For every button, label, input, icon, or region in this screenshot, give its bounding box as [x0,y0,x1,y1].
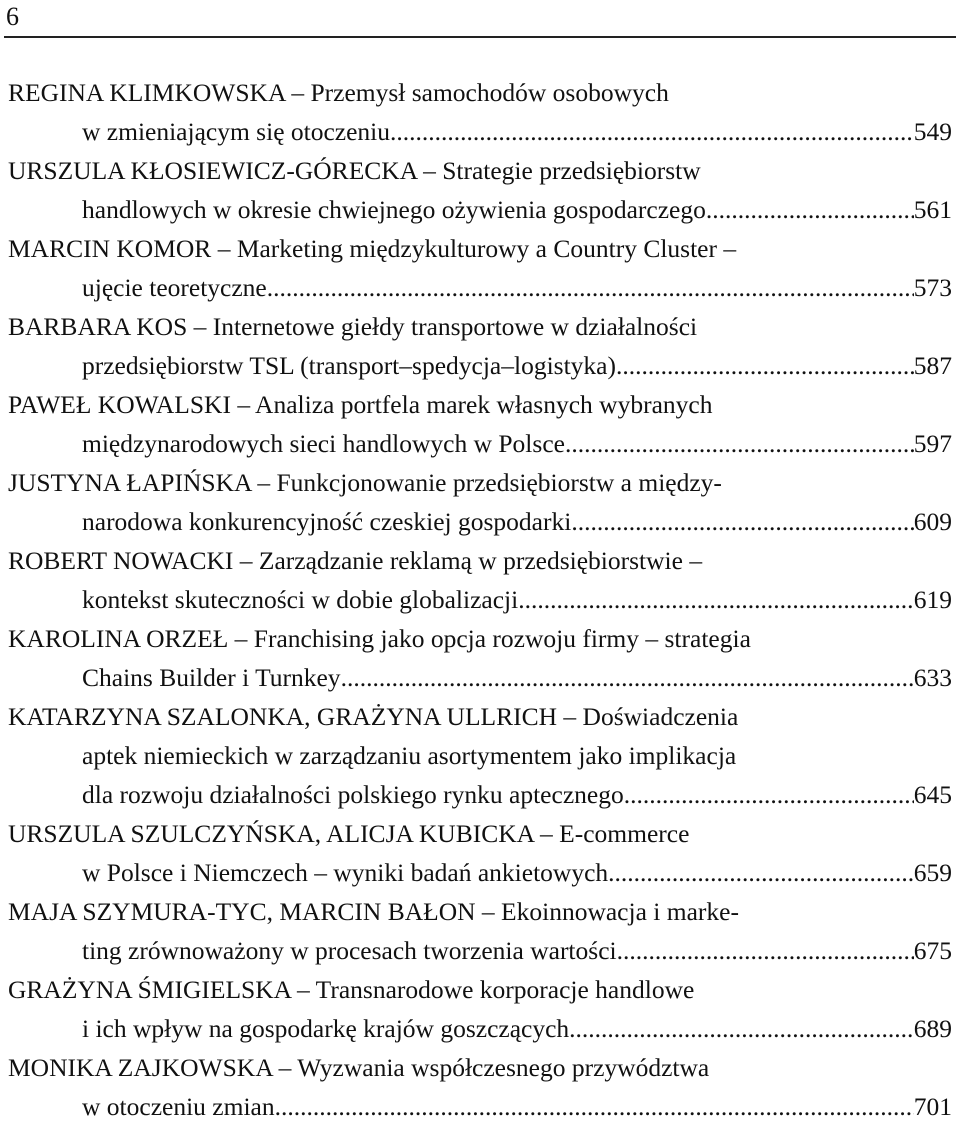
toc-entry-text: KATARZYNA SZALONKA, GRAŻYNA ULLRICH – Doświadczenia [8,702,739,731]
dot-leader [390,112,914,151]
toc-entry-title-line [8,814,952,853]
toc-entry[interactable] [8,385,952,463]
dot-leader [275,1087,914,1126]
toc-entry-page-number: 549 [913,117,952,146]
toc-entry-continuation-line [8,346,952,385]
toc-entry-text: aptek niemieckich w zarządzaniu asortymentem jako implikacja [82,741,737,770]
toc-entry[interactable] [8,541,952,619]
toc-entry-title-line [8,970,952,1009]
toc-entry-title-line [8,1048,952,1087]
toc-entry-text: handlowych w okresie chwiejnego ożywienia gospodarczego [82,195,706,224]
toc-entry-title-line [8,385,952,424]
toc-entry-title-line [8,151,952,190]
toc-entry[interactable] [8,697,952,814]
header-rule [4,36,956,38]
toc-entry-continuation-line [8,190,952,229]
dot-leader [267,268,914,307]
toc-entry-text: w zmieniającym się otoczeniu [82,117,391,146]
toc-entry-title-line [8,229,952,268]
toc-entry-continuation-line [8,580,952,619]
toc-entry-page-number: 619 [913,585,952,614]
dot-leader [565,424,914,463]
toc-entry[interactable] [8,151,952,229]
toc-entry-continuation-line [8,658,952,697]
toc-entry-page-number: 675 [913,936,952,965]
toc-entry-text: MONIKA ZAJKOWSKA – Wyzwania współczesnego przywództwa [8,1053,710,1082]
toc-entry-text: ting zrównoważony w procesach tworzenia wartości [82,936,617,965]
toc-entry-text: REGINA KLIMKOWSKA – Przemysł samochodów osobowych [8,78,669,107]
toc-entry[interactable] [8,619,952,697]
toc-entry[interactable] [8,463,952,541]
toc-entry-title-line [8,541,952,580]
toc-entry[interactable] [8,970,952,1048]
toc-entry-title-line [8,73,952,112]
toc-entry-continuation-line [8,112,952,151]
toc-entry-page-number: 689 [913,1014,952,1043]
dot-leader [518,580,914,619]
toc-entry-text: URSZULA SZULCZYŃSKA, ALICJA KUBICKA – E-commerce [8,819,690,848]
toc-entry-page-number: 645 [913,780,952,809]
toc-entry-continuation-line [8,736,952,775]
toc-entry-text: MAJA SZYMURA-TYC, MARCIN BAŁON – Ekoinnowacja i marke- [8,897,739,926]
dot-leader [616,346,914,385]
toc-entry-title-line [8,463,952,502]
toc-entry-text: kontekst skuteczności w dobie globalizacji [82,585,519,614]
toc-entry[interactable] [8,1048,952,1126]
toc-entry-text: dla rozwoju działalności polskiego rynku aptecznego [82,780,624,809]
toc-entry-page-number: 701 [913,1092,952,1121]
toc-entry-text: narodowa konkurencyjność czeskiej gospodarki [82,507,572,536]
toc-entry-continuation-line [8,775,952,814]
table-of-contents [8,73,952,1126]
page-number: 6 [6,2,19,31]
dot-leader [341,658,914,697]
toc-entry-text: międzynarodowych sieci handlowych w Polsce [82,429,565,458]
toc-entry[interactable] [8,814,952,892]
dot-leader [624,775,914,814]
toc-entry-page-number: 573 [913,273,952,302]
toc-entry-text: przedsiębiorstw TSL (transport–spedycja–logistyka) [82,351,616,380]
toc-entry-continuation-line [8,268,952,307]
toc-entry-title-line [8,697,952,736]
toc-entry-text: w Polsce i Niemczech – wyniki badań ankietowych [82,858,609,887]
toc-entry-page-number: 587 [913,351,952,380]
toc-entry[interactable] [8,307,952,385]
toc-entry-text: URSZULA KŁOSIEWICZ-GÓRECKA – Strategie przedsiębiorstw [8,156,701,185]
toc-entry-text: MARCIN KOMOR – Marketing międzykulturowy a Country Cluster – [8,234,737,263]
dot-leader [617,931,914,970]
dot-leader [571,502,913,541]
toc-entry-title-line [8,307,952,346]
toc-entry[interactable] [8,73,952,151]
toc-entry[interactable] [8,229,952,307]
dot-leader [569,1009,914,1048]
dot-leader [608,853,914,892]
toc-entry-page-number: 633 [913,663,952,692]
toc-entry-page-number: 561 [913,195,952,224]
toc-entry-title-line [8,892,952,931]
toc-entry-text: JUSTYNA ŁAPIŃSKA – Funkcjonowanie przedsiębiorstw a między- [8,468,722,497]
toc-entry-continuation-line [8,931,952,970]
dot-leader [706,190,914,229]
toc-entry-continuation-line [8,502,952,541]
toc-entry-continuation-line [8,424,952,463]
toc-entry-text: Chains Builder i Turnkey [82,663,341,692]
toc-entry-title-line [8,619,952,658]
toc-entry-text: w otoczeniu zmian [82,1092,275,1121]
toc-entry-continuation-line [8,853,952,892]
toc-entry-text: ujęcie teoretyczne [82,273,267,302]
toc-entry-page-number: 597 [913,429,952,458]
toc-entry-text: ROBERT NOWACKI – Zarządzanie reklamą w przedsiębiorstwie – [8,546,703,575]
toc-entry-text: i ich wpływ na gospodarkę krajów goszczących [82,1014,570,1043]
toc-entry-text: PAWEŁ KOWALSKI – Analiza portfela marek własnych wybranych [8,390,713,419]
toc-entry-text: GRAŻYNA ŚMIGIELSKA – Transnarodowe korporacje handlowe [8,975,695,1004]
toc-entry-page-number: 659 [913,858,952,887]
toc-entry-text: BARBARA KOS – Internetowe giełdy transportowe w działalności [8,312,698,341]
toc-entry-continuation-line [8,1087,952,1126]
toc-entry-continuation-line [8,1009,952,1048]
toc-entry-text: KAROLINA ORZEŁ – Franchising jako opcja rozwoju firmy – strategia [8,624,751,653]
toc-entry[interactable] [8,892,952,970]
toc-entry-page-number: 609 [913,507,952,536]
